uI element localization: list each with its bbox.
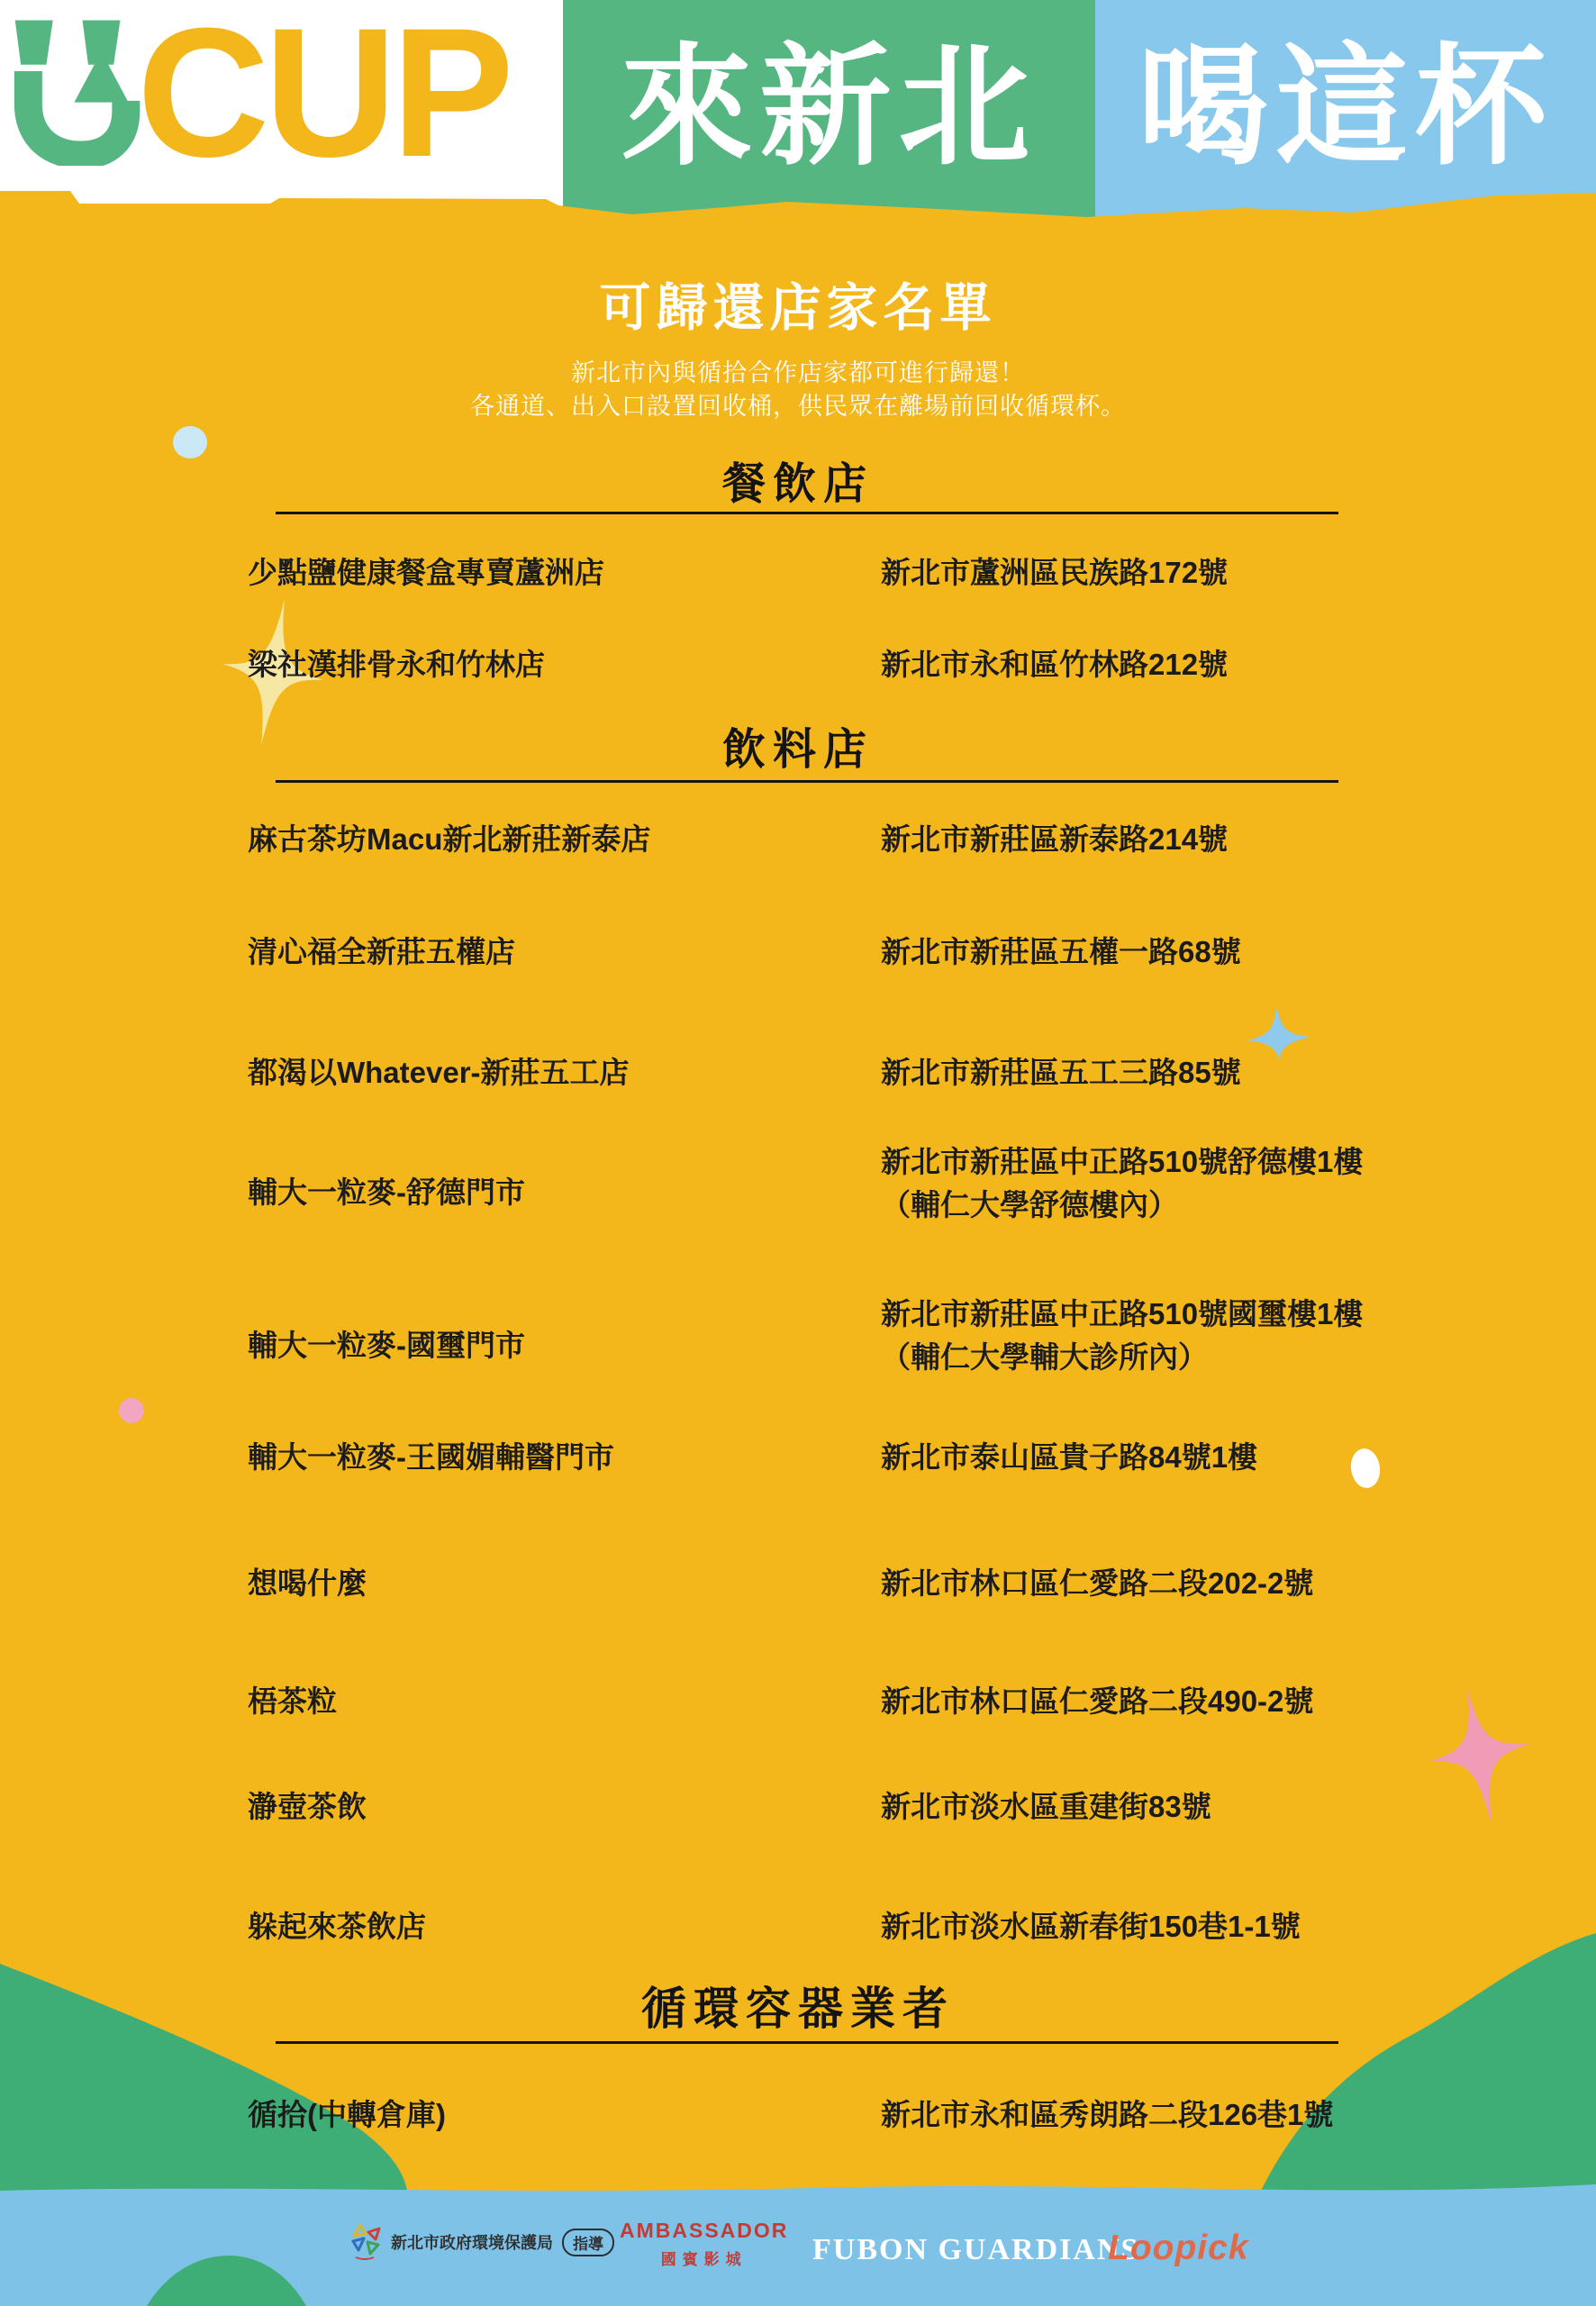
section-divider [276,512,1338,514]
section-heading-drinks: 飲料店 [721,726,874,774]
ambassador-wordmark: AMBASSADOR [620,2219,789,2242]
banner-blue-text: 喝這杯 [1138,33,1554,180]
store-address: 新北市泰山區貴子路84號1樓 [881,1440,1258,1474]
store-name: 躲起來茶飲店 [248,1910,426,1943]
section-divider [276,780,1338,783]
epa-name-text: 新北市政府環境保護局 [391,2234,553,2252]
store-address: 新北市林口區仁愛路二段490-2號 [881,1684,1314,1718]
store-address: 新北市新莊區中正路510號國璽樓1樓 [881,1297,1364,1330]
store-address: 新北市蘆洲區民族路172號 [881,556,1229,589]
section-heading-restaurants: 餐飲店 [721,460,874,508]
store-address: 新北市淡水區新春街150巷1-1號 [881,1910,1301,1943]
store-name: 清心福全新莊五權店 [248,935,515,968]
ucup-u-arrow-icon [4,14,143,166]
pink-dot-icon [119,1398,144,1423]
store-address: 新北市新莊區五權一路68號 [881,935,1241,968]
epa-pinwheel-icon [349,2223,382,2261]
store-address: 新北市新莊區五工三路85號 [881,1056,1241,1089]
epa-logo-group [349,2223,614,2261]
fubon-guardians-logo: FUBON GUARDIANS [812,2233,1140,2266]
store-name: 梧茶粒 [248,1684,337,1718]
subtitle-line-2: 各通道、出入口設置回收桶，供民眾在離場前回收循環杯。 [470,393,1126,420]
store-address-note: （輔仁大學舒德樓內） [881,1188,1178,1221]
banner-green-text: 來新北 [621,33,1038,180]
store-address: 新北市淡水區重建街83號 [881,1790,1211,1823]
store-name: 循拾(中轉倉庫) [248,2098,446,2131]
subtitle-line-1: 新北市內與循拾合作店家都可進行歸還！ [571,359,1025,386]
store-address: 新北市新莊區新泰路214號 [881,822,1229,856]
store-address-block [881,1293,1363,1379]
store-name: 輔大一粒麥-王國媚輔醫門市 [248,1440,614,1474]
store-name: 輔大一粒麥-舒德門市 [248,1176,525,1209]
store-address-note: （輔仁大學輔大診所內） [881,1340,1208,1374]
brand-cup-text: CUP [137,0,509,195]
epa-badge: 指導 [562,2229,614,2256]
section-heading-container-operator: 循環容器業者 [641,1984,955,2034]
store-name: 麻古茶坊Macu新北新莊新泰店 [248,822,651,856]
store-name: 梁社漢排骨永和竹林店 [248,648,545,681]
store-address: 新北市永和區秀朗路二段126巷1號 [881,2098,1334,2131]
ambassador-logo [620,2219,788,2269]
store-name: 都渴以Whatever-新莊五工店 [248,1056,630,1089]
loopick-logo: Loopick [1108,2229,1249,2267]
store-name: 想喝什麼 [248,1566,367,1600]
store-name: 少點鹽健康餐盒專賣蘆洲店 [248,556,604,589]
page-title: 可歸還店家名單 [599,279,997,337]
store-address-block [881,1140,1363,1227]
ambassador-chinese-text: 國賓影城 [660,2251,748,2268]
store-address: 新北市永和區竹林路212號 [881,648,1229,681]
store-address: 新北市林口區仁愛路二段202-2號 [881,1566,1314,1600]
section-divider [276,2041,1338,2044]
store-name: 輔大一粒麥-國璽門市 [248,1329,525,1362]
store-name: 瀞壺茶飲 [248,1790,367,1823]
store-address: 新北市新莊區中正路510號舒德樓1樓 [881,1145,1364,1178]
